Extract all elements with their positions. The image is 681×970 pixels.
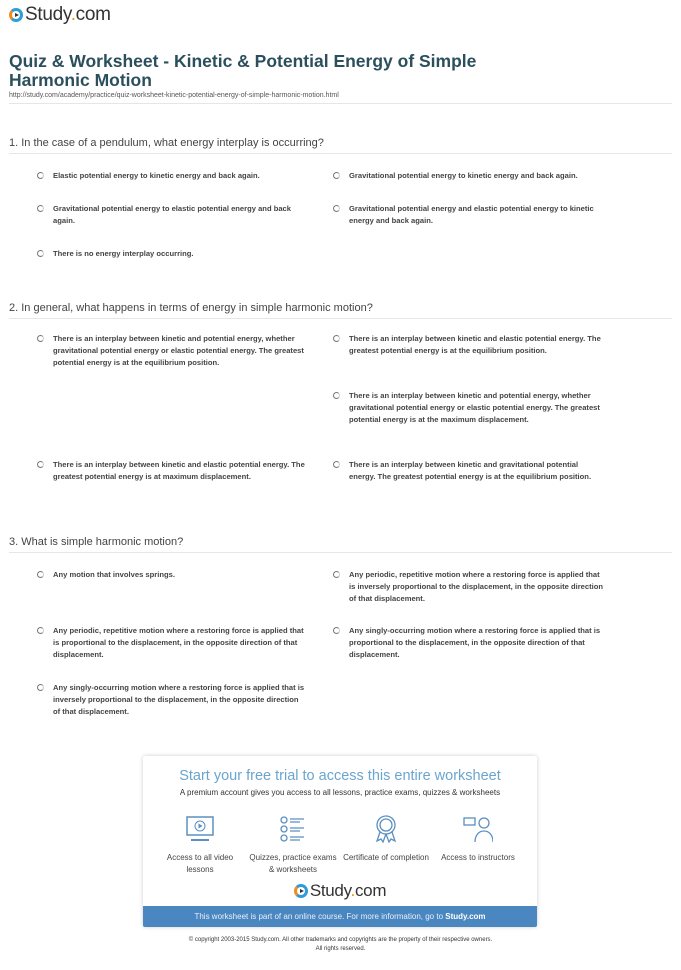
divider: [9, 103, 672, 104]
answer-option[interactable]: [37, 625, 307, 661]
option-label: Any singly-occurring motion where a restoring force is applied that is inversely proportional to the displacement, in the opposite direction of that displacement.: [53, 683, 305, 716]
question-1: 1. In the case of a pendulum, what energy interplay is occurring?: [9, 137, 324, 149]
option-label: Any periodic, repetitive motion where a restoring force is applied that is proportional to the displacement, in the opposite direction of that displacement.: [53, 626, 304, 659]
promo-subtitle: A premium account gives you access to all lessons, practice exams, quizzes & worksheets: [179, 788, 501, 797]
option-label: Any motion that involves springs.: [53, 570, 175, 579]
course-info-bar: This worksheet is part of an online course. For more information, go to Study.com: [143, 906, 537, 927]
answer-option[interactable]: [37, 203, 307, 227]
answer-option[interactable]: [333, 333, 603, 357]
option-label: There is an interplay between kinetic and potential energy, whether gravitational potential energy or elastic potential energy. The greatest potential energy is at the equilibrium position.: [53, 334, 304, 367]
radio-button[interactable]: [37, 571, 44, 578]
radio-button[interactable]: [333, 627, 340, 634]
option-label: There is an interplay between kinetic and elastic potential energy. The greatest potential energy is at the equilibrium position.: [349, 334, 601, 355]
option-label: Any periodic, repetitive motion where a restoring force is applied that is inversely proportional to the displacement, in the opposite direction of that displacement.: [349, 570, 604, 603]
option-label: There is no energy interplay occurring.: [53, 249, 194, 258]
answer-option[interactable]: [37, 569, 307, 581]
study-link[interactable]: Study.com: [445, 912, 486, 921]
question-2: 2. In general, what happens in terms of energy in simple harmonic motion?: [9, 302, 373, 314]
video-lesson-icon: [185, 814, 215, 844]
copyright: © copyright 2003-2015 Study.com. All other trademarks and copyrights are the property of their respective owners. All rights reserved.: [188, 937, 493, 952]
radio-button[interactable]: [333, 571, 340, 578]
answer-option[interactable]: [333, 203, 603, 227]
divider: [9, 153, 672, 154]
divider: [9, 552, 672, 553]
answer-option[interactable]: [37, 248, 307, 260]
feature-instructors: Access to instructors: [433, 814, 523, 864]
feature-quizzes: Quizzes, practice exams & worksheets: [248, 814, 338, 876]
option-label: Gravitational potential energy and elastic potential energy to kinetic energy and back again.: [349, 204, 594, 225]
radio-button[interactable]: [333, 172, 340, 179]
answer-option[interactable]: [333, 625, 603, 661]
option-label: Elastic potential energy to kinetic energy and back again.: [53, 171, 260, 180]
radio-button[interactable]: [37, 250, 44, 257]
option-label: Gravitational potential energy to elastic potential energy and back again.: [53, 204, 291, 225]
radio-button[interactable]: [37, 684, 44, 691]
page-url: http://study.com/academy/practice/quiz-worksheet-kinetic-potential-energy-of-simple-harmonic-motion.html: [9, 92, 339, 99]
answer-option[interactable]: [37, 333, 307, 369]
answer-option[interactable]: [333, 569, 603, 605]
option-label: There is an interplay between kinetic and gravitational potential energy. The greatest potential energy is at the equilibrium position.: [349, 460, 592, 481]
certificate-icon: [371, 814, 401, 844]
quiz-list-icon: [278, 814, 308, 844]
instructor-icon: [463, 814, 493, 844]
answer-option[interactable]: [333, 390, 603, 426]
option-label: There is an interplay between kinetic and potential energy, whether gravitational potential energy or elastic potential energy. The greatest potential energy is at the maximum displacement.: [349, 391, 600, 424]
radio-button[interactable]: [37, 205, 44, 212]
answer-option[interactable]: [37, 682, 307, 718]
free-trial-promo: [143, 756, 537, 927]
answer-option[interactable]: [333, 170, 603, 182]
divider: [9, 318, 672, 319]
feature-video: Access to all video lessons: [155, 814, 245, 876]
radio-button[interactable]: [37, 172, 44, 179]
radio-button[interactable]: [333, 335, 340, 342]
radio-button[interactable]: [37, 627, 44, 634]
play-logo-icon: [9, 8, 23, 22]
question-3: 3. What is simple harmonic motion?: [9, 536, 184, 548]
radio-button[interactable]: [37, 461, 44, 468]
study-logo[interactable]: Study.com: [9, 4, 111, 26]
radio-button[interactable]: [333, 392, 340, 399]
promo-title: Start your free trial to access this entire worksheet: [179, 768, 501, 784]
page-title: Quiz & Worksheet - Kinetic & Potential Energy of Simple Harmonic Motion: [9, 51, 477, 90]
radio-button[interactable]: [333, 461, 340, 468]
answer-option[interactable]: [37, 170, 307, 182]
radio-button[interactable]: [333, 205, 340, 212]
answer-option[interactable]: [333, 459, 603, 483]
play-logo-icon: [294, 884, 308, 898]
answer-option[interactable]: [37, 459, 307, 483]
feature-certificate: Certificate of completion: [341, 814, 431, 864]
option-label: Any singly-occurring motion where a restoring force is applied that is proportional to the displacement, in the opposite direction of that displacement.: [349, 626, 601, 659]
option-label: There is an interplay between kinetic and elastic potential energy. The greatest potential energy is at maximum displacement.: [53, 460, 305, 481]
option-label: Gravitational potential energy to kinetic energy and back again.: [349, 171, 578, 180]
promo-study-logo: Study.com: [294, 881, 386, 901]
radio-button[interactable]: [37, 335, 44, 342]
